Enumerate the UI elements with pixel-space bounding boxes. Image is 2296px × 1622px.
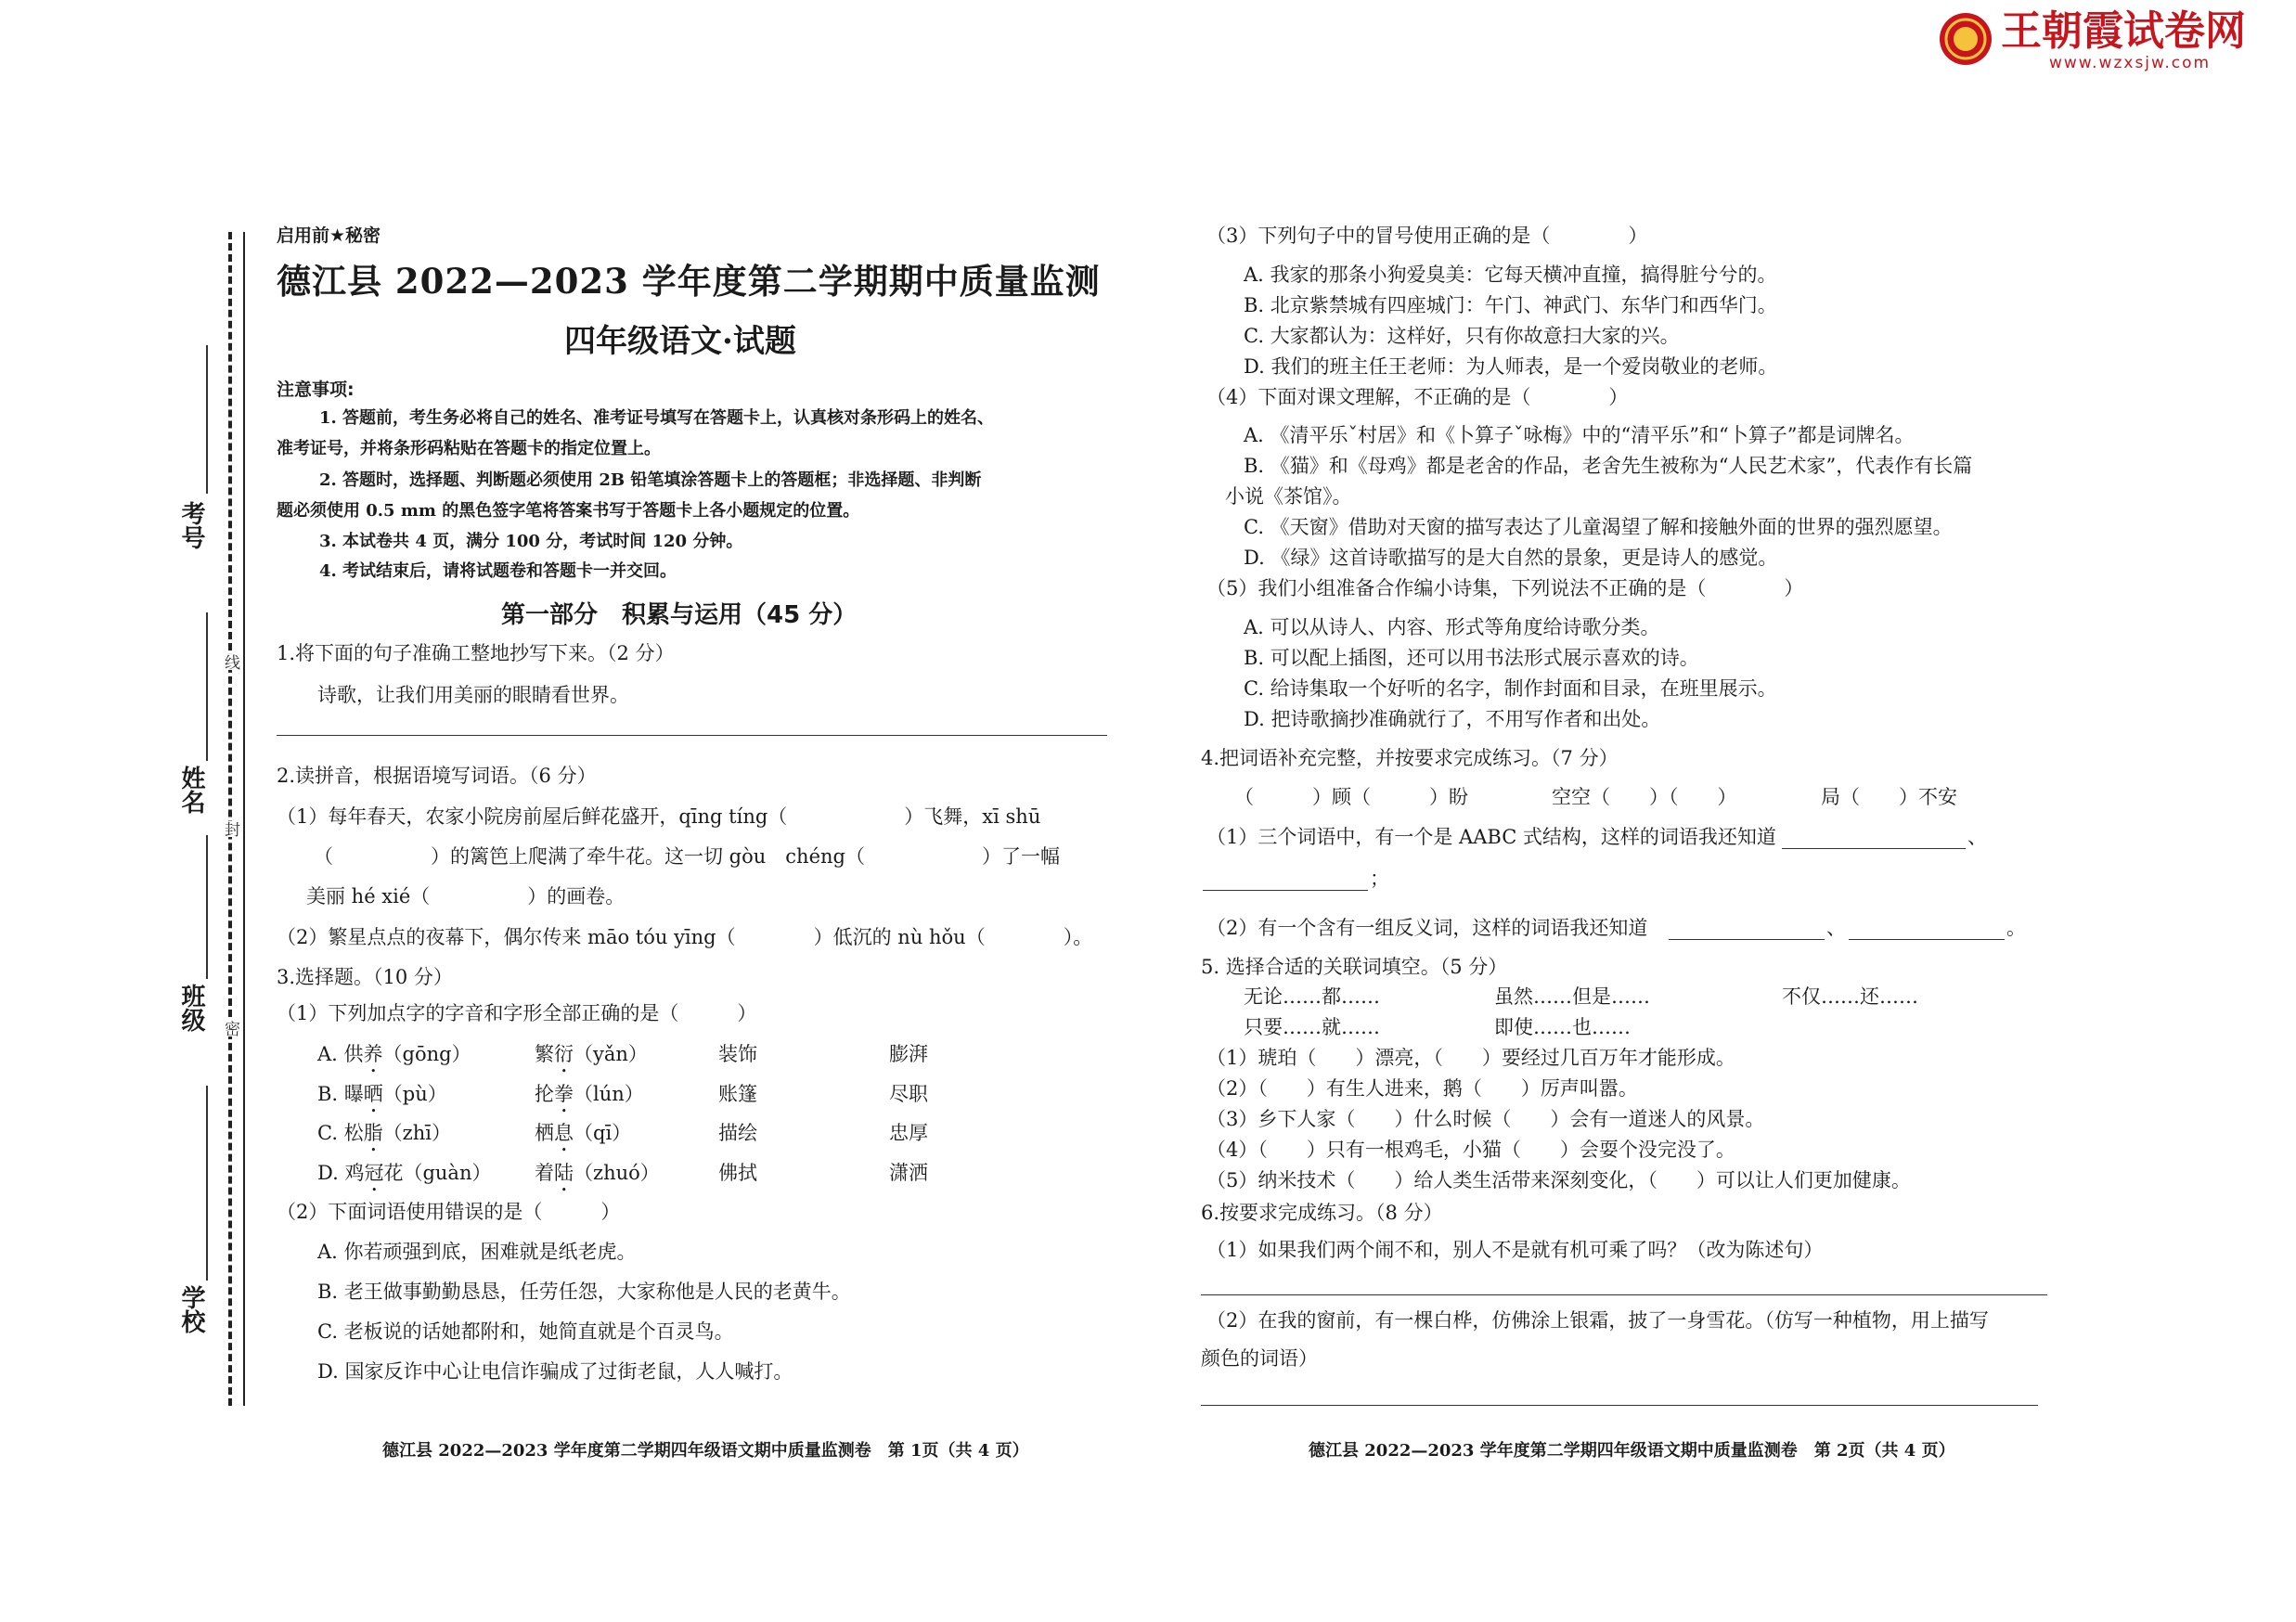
secret-label: 启用前★秘密 xyxy=(277,225,381,246)
q5-word-3: 不仅……还…… xyxy=(1782,985,1918,1008)
exam-subtitle: 四年级语文·试题 xyxy=(564,323,796,360)
q4-1-sep: 、 xyxy=(1967,826,1987,848)
option-d-pinyin2: （zhuó） xyxy=(574,1162,660,1184)
q4-2-prompt: （2）有一个含有一组反义词，这样的词语我还知道 xyxy=(1206,917,1648,939)
q4-word-2: 空空（ ）（ ） xyxy=(1552,786,1737,808)
option-a-pinyin2: （yǎn） xyxy=(574,1043,648,1065)
option-c-word3: 描绘 xyxy=(718,1122,757,1144)
q1-prompt: 1.将下面的句子准确工整地抄写下来。（2 分） xyxy=(277,642,675,664)
option-c-prefix: C. 松 xyxy=(317,1122,364,1144)
q3-5-option-d[interactable]: D. 把诗歌摘抄准确就行了，不用写作者和出处。 xyxy=(1244,708,1661,730)
q2-line1: （1）每年春天，农家小院房前屋后鲜花盛开，qīng tíng（ ）飞舞，xī shū xyxy=(277,805,1041,828)
notice-1-cont: 准考证号，并将条形码粘贴在答题卡的指定位置上。 xyxy=(277,439,661,458)
q3-3-option-b[interactable]: B. 北京紫禁城有四座城门：午门、神武门、东华门和西华门。 xyxy=(1244,294,1777,316)
logo-name: 王朝霞试卷网 xyxy=(2001,7,2246,55)
fix-mark: 封 xyxy=(219,821,242,837)
option-d-dotted: 冠 xyxy=(364,1162,384,1184)
option-c-pinyin2: （qī） xyxy=(574,1122,632,1144)
q3-5-prompt: （5）我们小组准备合作编小诗集，下列说法不正确的是（ ） xyxy=(1206,577,1804,599)
q3-4-option-d[interactable]: D. 《绿》这首诗歌描写的是大自然的景象，更是诗人的感觉。 xyxy=(1244,547,1778,569)
option-c-word2: 栖 xyxy=(535,1122,554,1144)
q4-prompt: 4.把词语补充完整，并按要求完成练习。（7 分） xyxy=(1201,747,1619,769)
logo-url: www.wzxsjw.com xyxy=(2049,54,2212,72)
part1-heading: 第一部分 积累与运用（45 分） xyxy=(501,601,858,629)
q5-word-2: 虽然……但是…… xyxy=(1494,985,1650,1008)
q3-2-prompt: （2）下面词语使用错误的是（ ） xyxy=(277,1201,621,1223)
q6-2-answer-line[interactable] xyxy=(1201,1405,2038,1406)
q3-4-prompt: （4）下面对课文理解，不正确的是（ ） xyxy=(1206,386,1629,408)
q2-line4: （2）繁星点点的夜幕下，偶尔传来 māo tóu yīng（ ）低沉的 nù hǒu（ ）。 xyxy=(277,926,1093,948)
q2-line3: 美丽 hé xié（ ）的画卷。 xyxy=(306,885,626,908)
page1-footer: 德江县 2022—2023 学年度第二学期四年级语文期中质量监测卷 第 1页（共 4 页） xyxy=(382,1441,1029,1461)
q4-2-sep: 、 xyxy=(1826,917,1846,939)
option-d-word3: 佛拭 xyxy=(718,1162,757,1184)
q4-1-prompt: （1）三个词语中，有一个是 AABC 式结构，这样的词语我还知道 xyxy=(1206,826,1776,848)
q4-2-blank-1[interactable] xyxy=(1669,939,1825,940)
option-d-prefix: D. 鸡 xyxy=(317,1162,365,1184)
notice-title: 注意事项: xyxy=(277,380,355,400)
q3-4-option-b-cont: 小说《茶馆》。 xyxy=(1225,485,1352,508)
option-a-dotted2: 衍 xyxy=(554,1043,574,1065)
notice-2-cont: 题必须使用 0.5 mm 的黑色签字笔将答案书写于答题卡上各小题规定的位置。 xyxy=(277,501,860,521)
q3-2-option-d[interactable]: D. 国家反诈中心让电信诈骗成了过街老鼠，人人喊打。 xyxy=(317,1360,793,1383)
q3-3-option-d[interactable]: D. 我们的班主任王老师：为人师表，是一个爱岗敬业的老师。 xyxy=(1244,355,1778,378)
q6-prompt: 6.按要求完成练习。（8 分） xyxy=(1201,1202,1443,1224)
q4-word-3: 局（ ）不安 xyxy=(1821,786,1957,808)
option-c-word4: 忠厚 xyxy=(889,1122,928,1144)
exam-no-label: 考号 xyxy=(177,501,205,549)
q3-3-prompt: （3）下列句子中的冒号使用正确的是（ ） xyxy=(1206,225,1648,247)
q5-item-2: （2）（ ）有生人进来，鹅（ ）厉声叫嚣。 xyxy=(1206,1077,1638,1100)
option-c-dotted: 脂 xyxy=(363,1122,383,1144)
option-b-pinyin: （pù） xyxy=(382,1083,447,1105)
school-label: 学校 xyxy=(177,1285,205,1333)
option-b-prefix: B. 曝 xyxy=(317,1083,364,1105)
option-a-prefix: A. 供 xyxy=(317,1043,364,1065)
option-c-pinyin: （zhī） xyxy=(382,1122,451,1144)
q4-1-end: ； xyxy=(1370,868,1389,890)
option-b-word3: 账篷 xyxy=(718,1083,757,1105)
q3-5-option-c[interactable]: C. 给诗集取一个好听的名字，制作封面和目录，在班里展示。 xyxy=(1244,677,1777,700)
q5-item-5: （5）纳米技术（ ）给人类生活带来深刻变化，（ ）可以让人们更加健康。 xyxy=(1206,1169,1911,1191)
q4-1-blank-2[interactable] xyxy=(1203,890,1368,891)
q6-1-answer-line[interactable] xyxy=(1201,1294,2047,1295)
name-label: 姓名 xyxy=(177,766,205,814)
option-a-dotted: 养 xyxy=(363,1043,383,1065)
notice-3: 3. 本试卷共 4 页，满分 100 分，考试时间 120 分钟。 xyxy=(319,532,743,551)
q6-2-prompt-cont: 颜色的词语） xyxy=(1201,1347,1318,1370)
q2-line2: （ ）的篱笆上爬满了牵牛花。这一切 gòu chéng（ ）了一幅 xyxy=(314,845,1060,868)
q4-2-blank-2[interactable] xyxy=(1849,939,2005,940)
page2-footer: 德江县 2022—2023 学年度第二学期四年级语文期中质量监测卷 第 2页（共 4 页） xyxy=(1309,1441,1955,1461)
q3-1-prompt: （1）下列加点字的字音和字形全部正确的是（ ） xyxy=(277,1002,757,1024)
option-a-word3: 装饰 xyxy=(718,1043,757,1065)
option-d-dotted2: 陆 xyxy=(554,1162,574,1184)
q3-2-option-c[interactable]: C. 老板说的话她都附和，她简直就是个百灵鸟。 xyxy=(317,1320,734,1343)
notice-4: 4. 考试结束后，请将试题卷和答题卡一并交回。 xyxy=(319,561,677,581)
option-b-pinyin2: （lún） xyxy=(574,1083,644,1105)
option-a-pinyin: （gōng） xyxy=(382,1043,471,1065)
q3-5-option-a[interactable]: A. 可以从诗人、内容、形式等角度给诗歌分类。 xyxy=(1244,616,1660,638)
q2-prompt: 2.读拼音，根据语境写词语。（6 分） xyxy=(277,765,597,787)
seal-mark: 密 xyxy=(219,1021,242,1036)
q1-answer-line[interactable] xyxy=(277,735,1107,736)
q1-sentence: 诗歌，让我们用美丽的眼睛看世界。 xyxy=(317,684,629,706)
option-d-pinyin: 花（guàn） xyxy=(383,1162,492,1184)
site-logo[interactable] xyxy=(1938,9,2290,72)
option-b-word4: 尽职 xyxy=(889,1083,928,1105)
q3-4-option-b[interactable]: B. 《猫》和《母鸡》都是老舍的作品，老舍先生被称为“人民艺术家”，代表作有长篇 xyxy=(1244,455,1973,477)
line-mark: 线 xyxy=(219,654,242,670)
q3-prompt: 3.选择题。（10 分） xyxy=(277,966,453,988)
q4-2-end: 。 xyxy=(2006,917,2026,939)
exam-title: 德江县 2022—2023 学年度第二学期期中质量监测 xyxy=(277,261,1101,302)
seal-icon xyxy=(1938,11,1993,67)
q5-word-1: 无论……都…… xyxy=(1244,985,1380,1008)
q3-4-option-a[interactable]: A. 《清平乐ˇ村居》和《卜算子ˇ咏梅》中的“清平乐”和“卜算子”都是词牌名。 xyxy=(1244,424,1915,446)
option-d-word2: 着 xyxy=(535,1162,554,1184)
option-d-word4: 潇洒 xyxy=(889,1162,928,1184)
option-b-dotted: 晒 xyxy=(363,1083,383,1105)
q3-5-option-b[interactable]: B. 可以配上插图，还可以用书法形式展示喜欢的诗。 xyxy=(1244,647,1699,669)
option-c-dotted2: 息 xyxy=(554,1122,574,1144)
q3-3-option-c[interactable]: C. 大家都认为：这样好，只有你故意扫大家的兴。 xyxy=(1244,325,1680,347)
q5-item-3: （3）乡下人家（ ）什么时候（ ）会有一道迷人的风景。 xyxy=(1206,1108,1765,1130)
q5-word-5: 即使……也…… xyxy=(1494,1016,1631,1038)
option-b-dotted2: 拳 xyxy=(554,1083,574,1105)
option-a-word2: 繁 xyxy=(535,1043,554,1065)
notice-2: 2. 答题时，选择题、判断题必须使用 2B 铅笔填涂答题卡上的答题框；非选择题、非判断 xyxy=(319,470,982,490)
option-a-word4: 膨湃 xyxy=(889,1043,928,1065)
q5-prompt: 5. 选择合适的关联词填空。（5 分） xyxy=(1201,956,1508,978)
q5-item-4: （4）（ ）只有一根鸡毛，小猫（ ）会耍个没完没了。 xyxy=(1206,1139,1735,1161)
q6-1-prompt: （1）如果我们两个闹不和，别人不是就有机可乘了吗？（改为陈述句） xyxy=(1206,1239,1824,1261)
q3-3-option-a[interactable]: A. 我家的那条小狗爱臭美：它每天横冲直撞，搞得脏兮兮的。 xyxy=(1244,264,1777,286)
class-label: 班级 xyxy=(177,984,205,1032)
q3-2-option-a[interactable]: A. 你若顽强到底，困难就是纸老虎。 xyxy=(317,1241,637,1263)
q4-1-blank-1[interactable] xyxy=(1782,848,1966,849)
option-b-word2: 抡 xyxy=(535,1083,554,1105)
q4-word-1: （ ）顾（ ）盼 xyxy=(1234,786,1468,808)
notice-1: 1. 答题前，考生务必将自己的姓名、准考证号填写在答题卡上，认真核对条形码上的姓名、 xyxy=(319,408,995,428)
q3-2-option-b[interactable]: B. 老王做事勤勤恳恳，任劳任怨，大家称他是人民的老黄牛。 xyxy=(317,1281,851,1303)
q5-item-1: （1）琥珀（ ）漂亮，（ ）要经过几百万年才能形成。 xyxy=(1206,1047,1735,1069)
q6-2-prompt: （2）在我的窗前，有一棵白桦，仿佛涂上银霜，披了一身雪花。（仿写一种植物，用上描写 xyxy=(1206,1309,1989,1332)
q5-word-4: 只要……就…… xyxy=(1244,1016,1380,1038)
q3-4-option-c[interactable]: C. 《天窗》借助对天窗的描写表达了儿童渴望了解和接触外面的世界的强烈愿望。 xyxy=(1244,516,1953,538)
